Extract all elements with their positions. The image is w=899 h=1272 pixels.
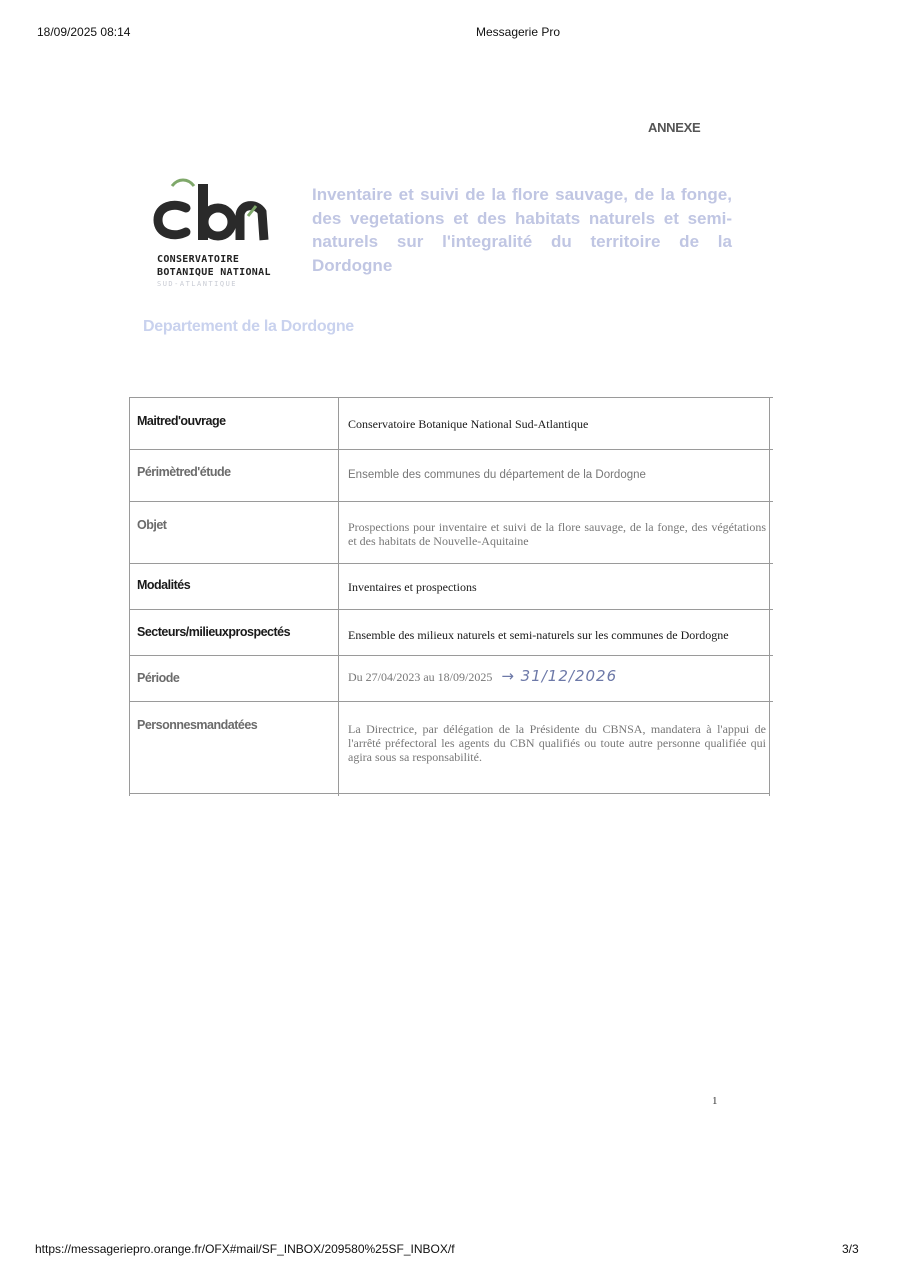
periode-dates: Du 27/04/2023 au 18/09/2025 — [348, 670, 493, 684]
table-row — [129, 655, 773, 702]
table-row — [129, 701, 773, 797]
logo-text-line2: BOTANIQUE NATIONAL — [157, 267, 271, 278]
row-label-perimetre: Périmètred'étude — [137, 465, 231, 479]
cbn-logo — [148, 176, 298, 296]
info-table — [129, 397, 773, 796]
document-title: Inventaire et suivi de la flore sauvage, de la fonge, des vegetations et des habitats naturels et semi-naturels sur l'integralité du territoire de la Dordogne — [312, 185, 732, 275]
row-label-secteurs: Secteurs/milieuxprospectés — [137, 625, 291, 639]
row-value-secteurs: Ensemble des milieux naturels et semi-naturels sur les communes de Dordogne — [348, 628, 729, 642]
row-value-modalites: Inventaires et prospections — [348, 580, 477, 594]
row-label-objet: Objet — [137, 518, 167, 532]
table-row — [129, 609, 773, 656]
row-label-modalites: Modalités — [137, 578, 191, 592]
print-url: https://messageriepro.orange.fr/OFX#mail/SF_INBOX/209580%25SF_INBOX/f — [35, 1242, 455, 1256]
table-row — [129, 397, 773, 450]
annex-label: ANNEXE — [648, 120, 701, 135]
row-value-objet: Prospections pour inventaire et suivi de la flore sauvage, de la fonge, des végétations et des habitats de Nouvelle-Aquitaine — [348, 520, 766, 548]
print-datetime: 18/09/2025 08:14 — [37, 25, 131, 39]
print-page-title: Messagerie Pro — [475, 25, 561, 39]
handwritten-annotation: → 31/12/2026 — [501, 667, 618, 685]
table-row — [129, 449, 773, 502]
cbn-logo-mark — [152, 176, 284, 248]
row-label-maitre-ouvrage: Maitred'ouvrage — [137, 414, 226, 428]
row-label-personnes: Personnesmandatées — [137, 718, 258, 732]
department-heading: Departement de la Dordogne — [143, 318, 354, 335]
row-value-personnes: La Directrice, par délégation de la Présidente du CBNSA, mandatera à l'appui de l'arrêté préfectoral les agents du CBN qualifiés ou toute autre personne qualifiée qui agira sous sa responsabilité. — [348, 722, 766, 764]
table-row — [129, 501, 773, 564]
logo-text-line3: SUD-ATLANTIQUE — [157, 280, 238, 288]
row-value-maitre-ouvrage: Conservatoire Botanique National Sud-Atlantique — [348, 417, 589, 431]
print-page-count: 3/3 — [842, 1242, 859, 1256]
row-value-perimetre: Ensemble des communes du département de la Dordogne — [348, 469, 646, 481]
logo-text-line1: CONSERVATOIRE — [157, 254, 240, 265]
page-number: 1 — [712, 1095, 718, 1107]
table-row — [129, 563, 773, 610]
row-value-periode — [348, 669, 766, 684]
row-label-periode: Période — [137, 671, 180, 685]
